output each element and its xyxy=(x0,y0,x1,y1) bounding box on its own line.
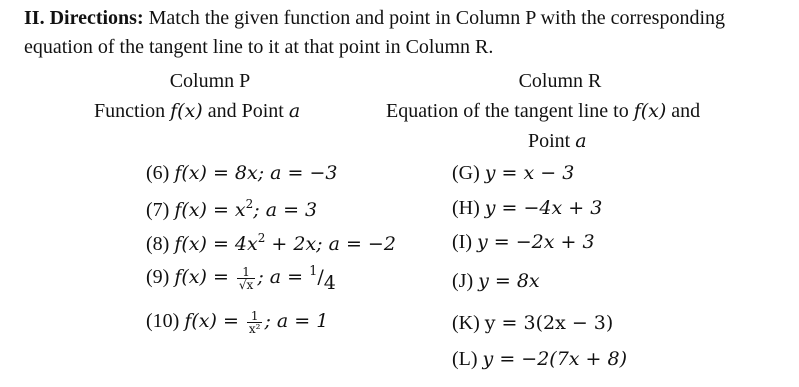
directions-paragraph xyxy=(24,4,794,62)
fraction-one-quarter: $^1$/4 xyxy=(309,264,336,294)
column-p-subtitle: Function f(x) and Point a xyxy=(94,100,301,122)
fraction-1-over-sqrt-x: $\frac{1}{√x}$ xyxy=(238,264,254,292)
r-item-h: (H) y = −4x + 3 xyxy=(452,197,603,219)
p-item-8: (8) $f(x) = 4x^2 + 2x$; a = −2 xyxy=(146,231,396,255)
column-r-subtitle-line2: Point a xyxy=(528,130,587,152)
p-item-6: (6) f(x) = 8x; a = −3 xyxy=(146,162,338,184)
r-item-j: (J) y = 8x xyxy=(452,270,540,292)
column-r-title: Column R xyxy=(518,70,602,92)
r-item-g: (G) y = x − 3 xyxy=(452,162,575,184)
r-item-l: (L) y = −2(7x + 8) xyxy=(452,348,628,370)
p-item-9: (9) f(x) = $\frac{1}{√x}$ ; a = $^1$/4 xyxy=(146,264,336,294)
column-p-title: Column P xyxy=(169,70,251,92)
directions-label: II. Directions: xyxy=(24,7,144,29)
r-item-i: (I) y = −2x + 3 xyxy=(452,231,595,253)
p-item-7: (7) $f(x) = x^2$; a = 3 xyxy=(146,197,318,221)
r-item-k: (K) y = 3(2x − 3) xyxy=(452,312,614,334)
directions-text: Match the given function and point in Column P with the corresponding equation of the tangent line to it at that point in Column R. xyxy=(24,7,726,58)
column-r-subtitle-line1: Equation of the tangent line to f(x) and xyxy=(386,100,701,122)
fraction-1-over-x-squared: $\frac{1}{\text{x²}}$ xyxy=(248,309,261,336)
p-item-10: (10) f(x) = $\frac{1}{\text{x²}}$ ; a = 1 xyxy=(146,309,329,336)
